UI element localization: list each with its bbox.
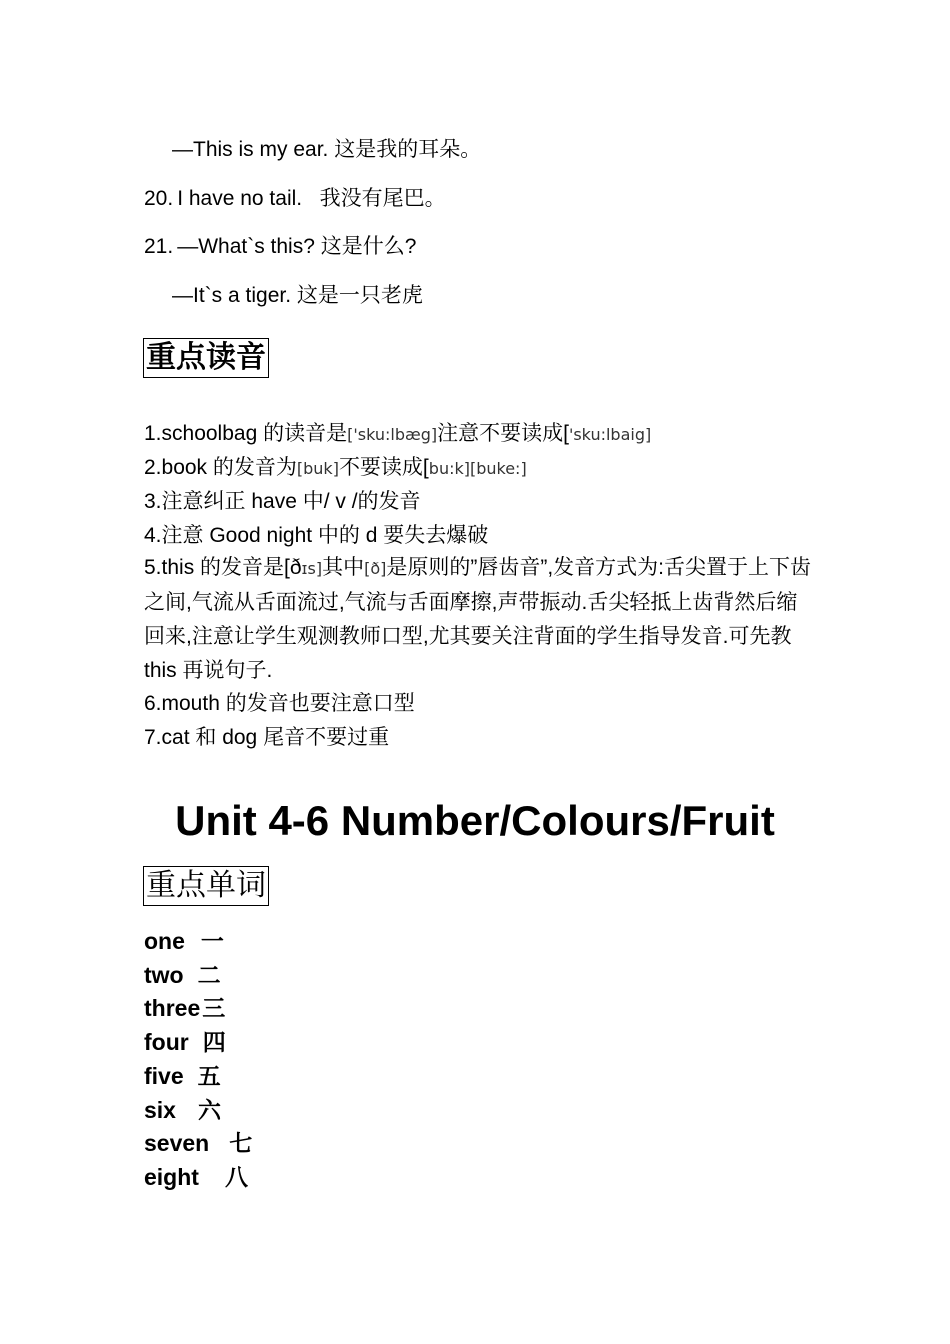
item-text: 是原则的”唇齿音”,发音方式为:舌尖置于上下齿之间,气流从舌面流过,气流与舌面摩擦,声带振动.舌尖轻抵上齿背然后缩回来,注意让学生观测教师口型,尤其要关注背面的学生指导发音.可先教 this 再说句子. [144, 556, 812, 682]
pronunciation-item-3: 3.注意纠正 have 中/ v /的发音 [144, 490, 421, 513]
item-text: 1.schoolbag 的读音是 [144, 422, 348, 445]
vocab-english: five [144, 1063, 184, 1089]
vocab-chinese: 七 [229, 1130, 253, 1156]
item-number: 21. [144, 235, 174, 258]
vocab-english: two [144, 962, 184, 988]
item-number: 20. [144, 187, 174, 210]
unit-title: Unit 4-6 Number/Colours/Fruit [175, 797, 775, 844]
phonetic: bu:k][buke:] [428, 459, 527, 478]
pronunciation-item-5 [144, 551, 814, 688]
vocab-item [144, 1027, 226, 1057]
vocab-english: four [144, 1029, 189, 1055]
vocab-english: three [144, 995, 201, 1021]
item-20 [144, 186, 446, 212]
vocab-item [144, 1095, 221, 1125]
item-text: 2.book 的发音为 [144, 456, 297, 479]
phonetic: [buk] [296, 459, 339, 478]
dialogue-tiger-line: —It`s a tiger. 这是一只老虎 [172, 284, 423, 307]
dialogue-ear-line: —This is my ear. 这是我的耳朵。 [172, 138, 482, 161]
phonetic: ɪs] [301, 559, 323, 578]
item-text: 注意不要读成[ [437, 422, 569, 445]
vocab-chinese: 八 [224, 1164, 248, 1190]
vocab-english: six [144, 1097, 176, 1123]
vocab-item [144, 1061, 221, 1091]
vocab-chinese: 二 [197, 962, 221, 988]
vocab-chinese: 五 [197, 1063, 221, 1089]
vocab-english: eight [144, 1164, 199, 1190]
pronunciation-item-4: 4.注意 Good night 中的 d 要失去爆破 [144, 524, 489, 547]
vocab-english: seven [144, 1130, 210, 1156]
vocab-item [144, 1162, 248, 1192]
vocab-item [144, 1128, 252, 1158]
item-text: 其中 [322, 556, 365, 579]
item-text: 5.this 的发音是[ð [144, 556, 302, 579]
item-21 [144, 234, 416, 260]
phonetic: ['sku:lbæg] [347, 425, 438, 444]
pronunciation-item-6: 6.mouth 的发音也要注意口型 [144, 692, 415, 715]
vocab-item [144, 926, 224, 956]
phonetic: [ð] [364, 559, 387, 578]
pronunciation-item-7: 7.cat 和 dog 尾音不要过重 [144, 726, 390, 749]
item-text: 不要读成[ [338, 456, 429, 479]
vocab-chinese: 一 [200, 928, 224, 954]
item-text: I have no tail. 我没有尾巴。 [177, 187, 446, 210]
section-heading-words: 重点单词 [143, 866, 269, 906]
pronunciation-item-1 [144, 421, 651, 448]
item-text: —What`s this? 这是什么? [177, 235, 417, 258]
section-heading-pronunciation: 重点读音 [143, 338, 269, 378]
vocab-chinese: 四 [202, 1029, 226, 1055]
pronunciation-item-2 [144, 455, 527, 482]
vocab-english: one [144, 928, 185, 954]
phonetic: 'sku:lbaig] [568, 425, 652, 444]
vocab-chinese: 三 [202, 995, 226, 1021]
vocab-item [144, 960, 221, 990]
vocab-chinese: 六 [197, 1097, 221, 1123]
vocab-item [144, 993, 225, 1023]
